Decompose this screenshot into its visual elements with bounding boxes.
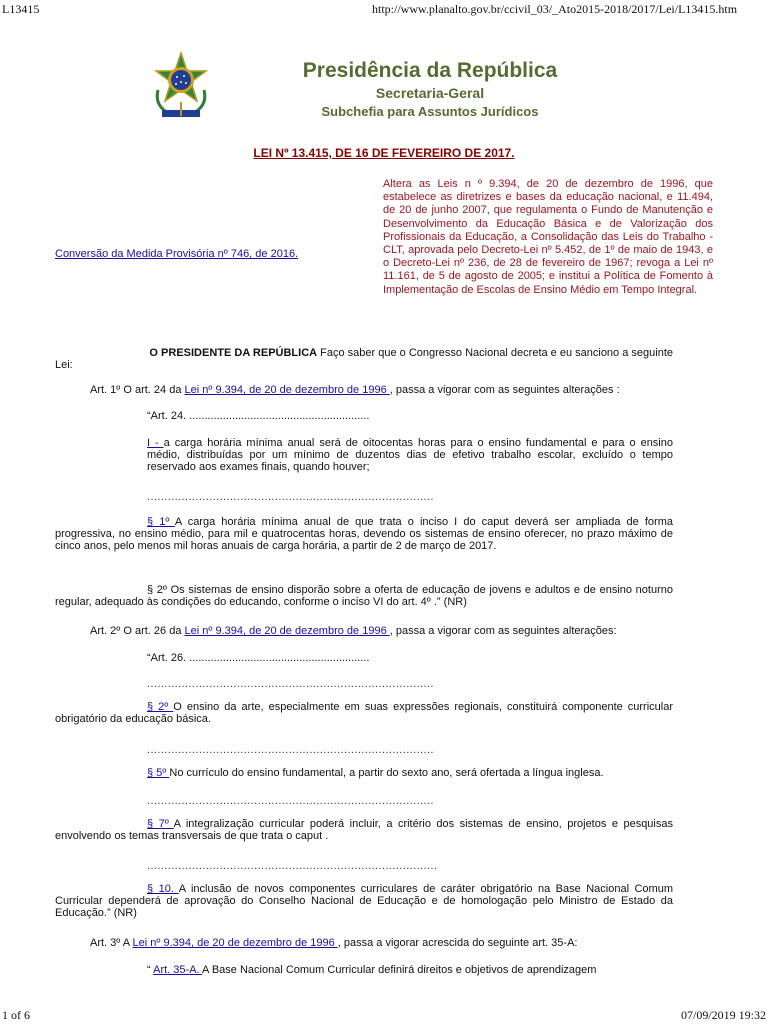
article-1-prefix: Art. 1º O art. 24 da: [90, 384, 185, 396]
section-2-link[interactable]: § 2º: [147, 701, 174, 713]
law-9394-link-2[interactable]: Lei nº 9.394, de 20 de dezembro de 1996: [184, 625, 390, 637]
paragraph-1: [55, 516, 673, 552]
article-35a-text: A Base Nacional Comum Curricular definirá direitos e objetivos de aprendizagem: [202, 964, 597, 976]
article-1: [90, 384, 673, 396]
preamble: [55, 347, 673, 371]
page-title: Presidência da República: [302, 59, 558, 82]
law-9394-link-3[interactable]: Lei nº 9.394, de 20 de dezembro de 1996: [132, 937, 338, 949]
article-35a: [147, 964, 673, 976]
ellipsis-line: ...................................................................................: [147, 491, 434, 503]
section-7: [55, 818, 673, 842]
ellipsis-line: ....................................................................................: [147, 860, 438, 872]
article-1-suffix: , passa a vigorar com as seguintes alterações :: [389, 384, 620, 396]
inciso-i-text: a carga horária mínima anual será de oitocentas horas para o ensino fundamental e para o ensino médio, distribuídas por um mínimo de duzentos dias de efetivo trabalho escolar, excluído o tempo reservado aos exames finais, quando houver;: [147, 437, 673, 473]
preamble-text: Faço saber que o Congresso Nacional decreta e eu sanciono a seguinte: [317, 347, 673, 359]
page-subtitle-2: Subchefia para Assuntos Jurídicos: [321, 104, 539, 119]
conversion-link[interactable]: Conversão da Medida Provisória nº 746, de 2016.: [55, 248, 299, 260]
article-35a-link[interactable]: Art. 35-A.: [153, 964, 203, 976]
art-26-heading: “Art. 26. ...........................................................: [147, 652, 370, 664]
section-2-text: O ensino da arte, especialmente em suas expressões regionais, constituirá componente curricular obrigatório da educação básica.: [55, 701, 673, 725]
section-5-text: No currículo do ensino fundamental, a partir do sexto ano, será ofertada a língua inglesa.: [169, 767, 604, 779]
print-datetime: 07/09/2019 19:32: [680, 1008, 766, 1022]
section-5-link[interactable]: § 5º: [147, 767, 170, 779]
print-footer: [0, 1008, 768, 1024]
print-header: [0, 2, 768, 18]
article-35a-quote: “: [147, 964, 154, 976]
print-page-title: L13415: [2, 2, 40, 16]
paragraph-2-text: § 2º Os sistemas de ensino disporão sobre a oferta de educação de jovens e adultos e de ensino noturno regular, adequado às condições do educando, conforme o inciso VI do art. 4º .” (NR): [55, 584, 673, 608]
ellipsis-line: ...................................................................................: [147, 744, 434, 756]
law-title-link[interactable]: LEI Nº 13.415, DE 16 DE FEVEREIRO DE 2017.: [253, 146, 515, 160]
page-subtitle: Secretaria-Geral: [375, 85, 485, 101]
section-2: [55, 701, 673, 725]
preamble-bold: O PRESIDENTE DA REPÚBLICA: [149, 347, 318, 359]
print-url: http://www.planalto.gov.br/ccivil_03/_Ato2015-2018/2017/Lei/L13415.htm: [372, 2, 738, 16]
section-10-text: A inclusão de novos componentes curriculares de caráter obrigatório na Base Nacional Comum Curricular dependerá de aprovação do Conselho Nacional de Educação e de homologação pelo Ministro de Estado da Educação.” (NR): [55, 883, 673, 919]
law-summary: Altera as Leis n º 9.394, de 20 de dezembro de 1996, que estabelece as diretrizes e bases da educação nacional, e 11.494, de 20 de junho 2007, que regulamenta o Fundo de Manutenção e Desenvolvimento da Educação Básica e de Valorização dos Profissionais da Educação, a Consolidação das Leis do Trabalho - CLT, aprovada pelo Decreto-Lei nº 5.452, de 1º de maio de 1943, e o Decreto-Lei nº 236, de 28 de fevereiro de 1967; revoga a Lei nº 11.161, de 5 de agosto de 2005; e institui a Política de Fomento à Implementação de Escolas de Ensino Médio em Tempo Integral.: [383, 178, 713, 296]
section-10: [55, 883, 673, 919]
paragraph-2: [55, 584, 673, 608]
preamble-text-2: Lei:: [55, 359, 73, 371]
article-3-prefix: Art. 3º A: [90, 937, 133, 949]
coat-of-arms-icon: [150, 50, 212, 120]
paragraph-1-link[interactable]: § 1º: [147, 516, 175, 528]
inciso-i-link[interactable]: I -: [147, 437, 164, 449]
ellipsis-line: ...................................................................................: [147, 795, 434, 807]
section-5: [55, 767, 673, 779]
article-3: [90, 937, 673, 949]
law-9394-link[interactable]: Lei nº 9.394, de 20 de dezembro de 1996: [184, 384, 390, 396]
article-2-suffix: , passa a vigorar com as seguintes alterações:: [389, 625, 617, 637]
paragraph-1-text: A carga horária mínima anual de que trata o inciso I do caput deverá ser ampliada de forma progressiva, no ensino médio, para mil e quatrocentas horas, devendo os sistemas de ensino oferecer, no prazo máximo de cinco anos, pelo menos mil horas anuais de carga horária, a partir de 2 de março de 2017.: [55, 516, 673, 552]
section-7-text: A integralização curricular poderá incluir, a critério dos sistemas de ensino, projetos e pesquisas envolvendo os temas transversais de que trata o caput .: [55, 818, 673, 842]
inciso-i: [147, 437, 673, 473]
article-2-prefix: Art. 2º O art. 26 da: [90, 625, 185, 637]
ellipsis-line: ...................................................................................: [147, 678, 434, 690]
article-2: [90, 625, 673, 637]
section-7-link[interactable]: § 7º: [147, 818, 174, 830]
article-3-suffix: , passa a vigorar acrescida do seguinte art. 35-A:: [337, 937, 578, 949]
section-10-link[interactable]: § 10.: [147, 883, 179, 895]
art-24-heading: “Art. 24. ...........................................................: [147, 410, 370, 422]
print-page-number: 1 of 6: [2, 1008, 30, 1022]
